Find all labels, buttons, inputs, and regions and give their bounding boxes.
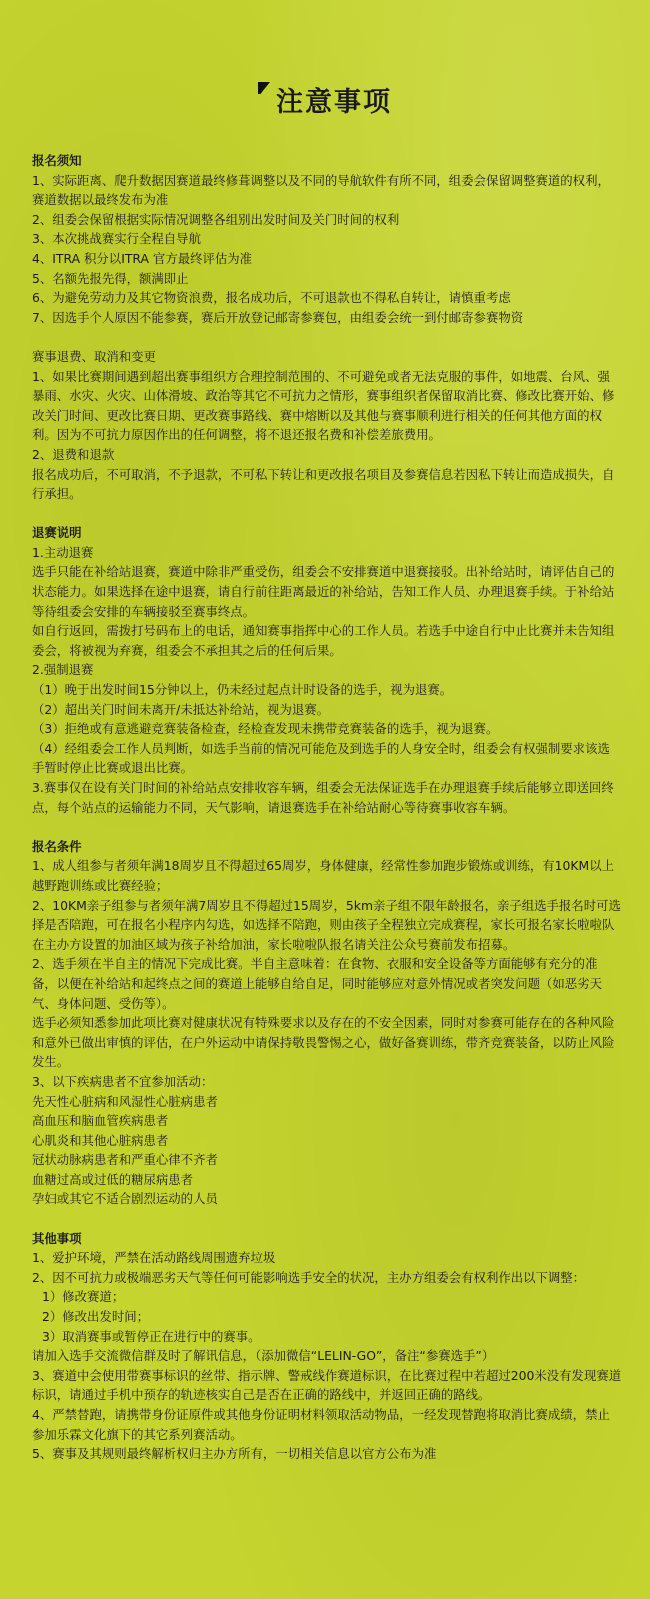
section-refund-cancellation xyxy=(32,347,622,504)
section-heading: 报名须知 xyxy=(32,153,82,168)
list-item: 心肌炎和其他心脏病患者 xyxy=(32,1132,169,1148)
section-spacer xyxy=(32,817,622,837)
section-heading: 赛事退费、取消和变更 xyxy=(32,348,156,364)
list-item: 孕妇或其它不适合剧烈运动的人员 xyxy=(32,1191,218,1207)
list-item: 2）修改出发时间； xyxy=(42,1309,150,1325)
list-item: 2、因不可抗力或极端恶劣天气等任何可能影响选手安全的状况，主办方组委会有权利作出以下调整： xyxy=(32,1269,586,1285)
list-item: 1）修改赛道； xyxy=(42,1289,125,1305)
list-item: 2、10KM亲子组参与者须年满7周岁且不得超过15周岁，5km亲子组不限年龄报名，亲子组选手报名时可选择是否陪跑，可在报名小程序内勾选，如选择不陪跑，则由孩子全程独立完成赛程，家长可报名家长啦啦队在主办方设置的加油区域为孩子补给加油，家长啦啦队报名请关注公众号赛前发布招募。 xyxy=(32,897,621,952)
corner-mark-icon xyxy=(258,82,270,94)
list-item: 2.强制退赛 xyxy=(32,662,94,678)
list-item: 高血压和脑血管疾病患者 xyxy=(32,1113,169,1129)
list-item: 选手必须知悉参加此项比赛对健康状况有特殊要求以及存在的不安全因素，同时对参赛可能存在的各种风险和意外已做出审慎的评估，在户外运动中请保持敬畏警惕之心，做好备赛训练，带齐竞赛装备，以防止风险发生。 xyxy=(32,1015,615,1070)
list-item: 2、选手须在半自主的情况下完成比赛。半自主意味着：在食物、衣服和安全设备等方面能够有充分的准备，以便在补给站和起终点之间的赛道上能够自给自足，同时能够应对意外情况或者突发问题（如恶劣天气、身体问题、受伤等）。 xyxy=(32,956,602,1011)
list-item: 3、赛道中会使用带赛事标识的丝带、指示牌、警戒线作赛道标识，在比赛过程中若超过200米没有发现赛道标识，请通过手机中预存的轨迹核实自己是否在正确的路线中，并返回正确的路线。 xyxy=(32,1367,622,1403)
page-title xyxy=(0,80,650,119)
section-heading: 报名条件 xyxy=(32,838,82,854)
section-heading: 退赛说明 xyxy=(32,525,82,541)
list-item: （4）经组委会工作人员判断，如选手当前的情况可能危及到选手的人身安全时，组委会有权强制要求该选手暂时停止比赛或退出比赛。 xyxy=(32,740,610,776)
list-item: 5、赛事及其规则最终解析权归主办方所有，一切相关信息以官方公布为准 xyxy=(32,1446,437,1462)
list-item: 1、爱护环境，严禁在活动路线周围遗弃垃圾 xyxy=(32,1250,276,1266)
list-item: 7、因选手个人原因不能参赛，赛后开放登记邮寄参赛包，由组委会统一到付邮寄参赛物资 xyxy=(32,309,524,325)
list-item: 2、组委会保留根据实际情况调整各组别出发时间及关门时间的权利 xyxy=(32,211,400,227)
list-item: 4、ITRA 积分以ITRA 官方最终评估为准 xyxy=(32,250,253,266)
section-withdrawal xyxy=(32,523,622,817)
list-item: 3.赛事仅在设有关门时间的补给站点安排收容车辆，组委会无法保证选手在办理退赛手续后能够立即送回终点，每个站点的运输能力不同，天气影响，请退赛选手在补给站耐心等待赛事收容车辆。 xyxy=(32,780,614,815)
section-other-matters xyxy=(32,1229,622,1464)
list-item: 3、以下疾病患者不宜参加活动： xyxy=(32,1073,214,1089)
list-item: 选手只能在补给站退赛，赛道中除非严重受伤，组委会不安排赛道中退赛接驳。出补给站时，请评估自己的状态能力。如果选择在途中退赛，请自行前往距离最近的补给站，告知工作人员、办理退赛手续。于补给站等待组委会安排的车辆接驳至赛事终点。 xyxy=(32,564,615,619)
list-item: 6、为避免劳动力及其它物资浪费，报名成功后，不可退款也不得私自转让，请慎重考虑 xyxy=(32,290,511,306)
list-item: 先天性心脏病和风湿性心脏病患者 xyxy=(32,1093,218,1109)
page-title-text: 注意事项 xyxy=(276,87,392,118)
list-item: （2）超出关门时间未离开/未抵达补给站，视为退赛。 xyxy=(32,701,330,717)
section-spacer xyxy=(32,327,622,347)
list-item: （1）晚于出发时间15分钟以上，仍未经过起点计时设备的选手，视为退赛。 xyxy=(32,682,453,698)
list-item: 报名成功后，不可取消，不予退款，不可私下转让和更改报名项目及参赛信息若因私下转让而造成损失，自行承担。 xyxy=(32,466,615,502)
list-item: 2、退费和退款 xyxy=(32,446,115,462)
list-item: 3、本次挑战赛实行全程自导航 xyxy=(32,231,201,247)
list-item: 4、严禁替跑，请携带身份证原件或其他身份证明材料领取活动物品，一经发现替跑将取消比赛成绩，禁止参加乐霖文化旗下的其它系列赛活动。 xyxy=(32,1407,610,1442)
section-registration-notice xyxy=(32,151,622,327)
section-heading: 其他事项 xyxy=(32,1230,82,1246)
list-item: 1、成人组参与者须年满18周岁且不得超过65周岁，身体健康，经常性参加跑步锻炼或训练，有10KM以上越野跑训练或比赛经验； xyxy=(32,858,615,893)
list-item: （3）拒绝或有意逃避竞赛装备检查，经检查发现未携带竞赛装备的选手，视为退赛。 xyxy=(32,721,499,737)
list-item: 1、实际距离、爬升数据因赛道最终修葺调整以及不同的导航软件有所不同，组委会保留调整赛道的权利，赛道数据以最终发布为准 xyxy=(32,172,610,208)
list-item: 1、如果比赛期间遇到超出赛事组织方合理控制范围的、不可避免或者无法克服的事件，如地震、台风、强暴雨、水灾、火灾、山体滑坡、政治等其它不可抗力之情形，赛事组织者保留取消比赛、修改比赛开始、修改关门时间、更改比赛日期、更改赛事路线、赛中熔断以及其他与赛事顺利进行相关的任何其他方面的权利。因为不可抗力原因作出的任何调整，将不退还报名费和补偿差旅费用。 xyxy=(32,368,615,443)
notice-content xyxy=(32,151,622,1464)
list-item: 1.主动退赛 xyxy=(32,544,94,560)
section-eligibility xyxy=(32,837,622,1209)
section-spacer xyxy=(32,504,622,524)
list-item: 血糖过高或过低的糖尿病患者 xyxy=(32,1171,194,1187)
list-item: 如自行返回，需拨打号码布上的电话，通知赛事指挥中心的工作人员。若选手中途自行中止比赛并未告知组委会，将被视为弃赛，组委会不承担其之后的任何后果。 xyxy=(32,623,615,658)
list-item: 5、名额先报先得，额满即止 xyxy=(32,270,189,286)
list-item: 3）取消赛事或暂停正在进行中的赛事。 xyxy=(42,1328,261,1344)
section-spacer xyxy=(32,1209,622,1229)
list-item: 请加入选手交流微信群及时了解讯信息，（添加微信“LELIN-GO”，备注“参赛选手”） xyxy=(32,1348,495,1364)
list-item: 冠状动脉病患者和严重心律不齐者 xyxy=(32,1152,218,1168)
